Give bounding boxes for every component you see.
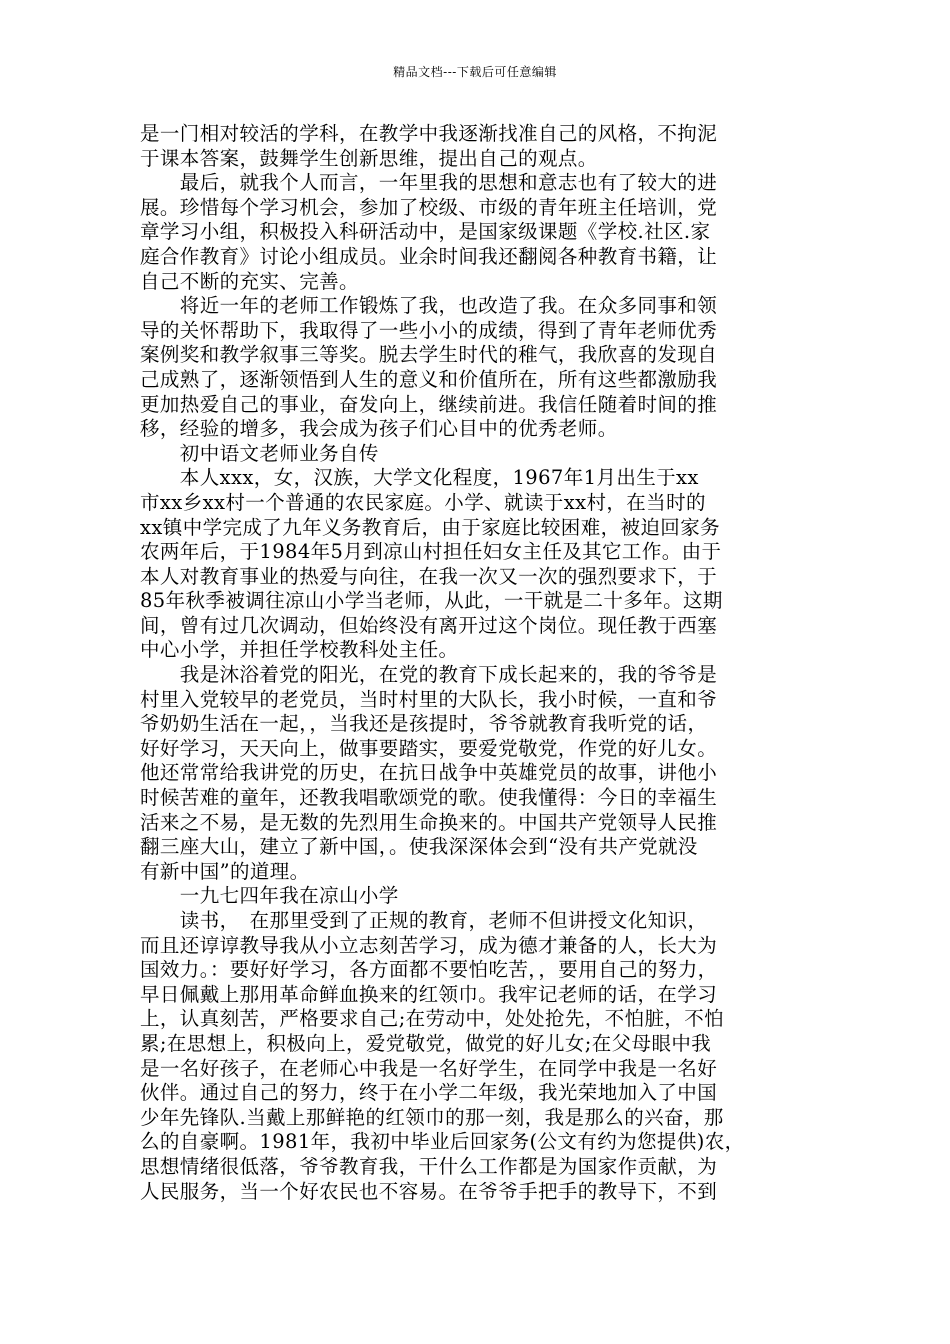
text-line: 读书， 在那里受到了正规的教育，老师不但讲授文化知识， (140, 909, 708, 932)
text-line: 思想情绪很低落，爷爷教育我，干什么工作都是为国家作贡献，为 (140, 1154, 718, 1178)
text-line: 章学习小组，积极投入科研活动中，是国家级课题《学校.社区.家 (140, 220, 711, 244)
text-line: 早日佩戴上那用革命鲜血换来的红领巾。我牢记老师的话，在学习 (140, 982, 718, 1006)
text-line: 初中语文老师业务自传 (140, 441, 379, 465)
text-line: 我是沐浴着党的阳光，在党的教育下成长起来的，我的爷爷是 (140, 663, 718, 687)
text-line: 农两年后，于1984年5月到凉山村担任妇女主任及其它工作。由于 (140, 540, 722, 564)
text-line: 活来之不易，是无数的先烈用生命换来的。中国共产党领导人民推 (140, 810, 718, 834)
text-line: 爷奶奶生活在一起，，当我还是孩提时，爷爷就教育我听党的话， (140, 712, 708, 736)
text-line: 而且还谆谆教导我从小立志刻苦学习，成为德才兼备的人，长大为 (140, 933, 718, 957)
document-body (140, 122, 812, 1204)
text-line: 案例奖和教学叙事三等奖。脱去学生时代的稚气，我欣喜的发现自 (140, 343, 718, 367)
text-line: 少年先锋队.当戴上那鲜艳的红领巾的那一刻，我是那么的兴奋，那 (140, 1105, 724, 1129)
text-line: 他还常常给我讲党的历史，在抗日战争中英雄党员的故事，讲他小 (140, 761, 718, 785)
text-line: 85年秋季被调往凉山小学当老师，从此，一干就是二十多年。这期 (140, 589, 723, 613)
text-line: 一九七四年我在凉山小学 (140, 884, 399, 908)
text-line: 自己不断的充实、完善。 (140, 269, 359, 293)
text-line: 么的自豪啊。1981年，我初中毕业后回家务(公文有约为您提供)农， (140, 1130, 745, 1154)
text-line: 累;在思想上，积极向上，爱党敬党，做党的好儿女;在父母眼中我 (140, 1031, 712, 1055)
text-line: 人民服务，当一个好农民也不容易。在爷爷手把手的教导下，不到 (140, 1179, 718, 1203)
text-line: 有新中国”的道理。 (140, 859, 310, 883)
text-line: 展。珍惜每个学习机会，参加了校级、市级的青年班主任培训，党 (140, 195, 718, 219)
text-line: 己成熟了，逐渐领悟到人生的意义和价值所在，所有这些都激励我 (140, 367, 718, 391)
text-line: 伙伴。通过自己的努力，终于在小学二年级，我光荣地加入了中国 (140, 1081, 718, 1105)
text-line: 间，曾有过几次调动，但始终没有离开过这个岗位。现任教于西塞 (140, 613, 718, 637)
text-line: 翻三座大山，建立了新中国，。使我深深体会到“没有共产党就没 (140, 835, 698, 859)
text-line: 市xx乡xx村一个普通的农民家庭。小学、就读于xx村，在当时的 (140, 490, 706, 514)
text-line: xx镇中学完成了九年义务教育后，由于家庭比较困难，被迫回家务 (140, 515, 720, 539)
text-line: 最后，就我个人而言，一年里我的思想和意志也有了较大的进 (140, 171, 718, 195)
text-line: 更加热爱自己的事业，奋发向上，继续前进。我信任随着时间的推 (140, 392, 718, 416)
text-line: 时候苦难的童年，还教我唱歌颂党的歌。使我懂得：今日的幸福生 (140, 786, 718, 810)
text-line: 导的关怀帮助下，我取得了一些小小的成绩，得到了青年老师优秀 (140, 318, 718, 342)
text-line: 于课本答案，鼓舞学生创新思维，提出自己的观点。 (140, 146, 598, 170)
text-line: 村里入党较早的老党员，当时村里的大队长，我小时候，一直和爷 (140, 687, 718, 711)
text-line: 上，认真刻苦，严格要求自己;在劳动中，处处抢先，不怕脏，不怕 (140, 1007, 725, 1031)
text-line: 庭合作教育》讨论小组成员。业余时间我还翻阅各种教育书籍，让 (140, 244, 718, 268)
text-line: 本人对教育事业的热爱与向往，在我一次又一次的强烈要求下，于 (140, 564, 718, 588)
text-line: 是一名好孩子，在老师心中我是一名好学生，在同学中我是一名好 (140, 1056, 718, 1080)
text-line: 好好学习，天天向上，做事要踏实，要爱党敬党，作党的好儿女。 (140, 736, 718, 760)
text-line: 移，经验的增多，我会成为孩子们心目中的优秀老师。 (140, 417, 618, 441)
text-line: 是一门相对较活的学科，在教学中我逐渐找准自己的风格，不拘泥 (140, 122, 718, 145)
text-line: 国效力。：要好好学习，各方面都不要怕吃苦，，要用自己的努力， (140, 958, 718, 982)
text-line: 本人xxx，女，汉族，大学文化程度，1967年1月出生于xx (140, 466, 699, 490)
page-header: 精品文档---下载后可任意编辑 (393, 65, 557, 79)
text-line: 中心小学，并担任学校教科处主任。 (140, 638, 459, 662)
text-line: 将近一年的老师工作锻炼了我，也改造了我。在众多同事和领 (140, 294, 718, 318)
